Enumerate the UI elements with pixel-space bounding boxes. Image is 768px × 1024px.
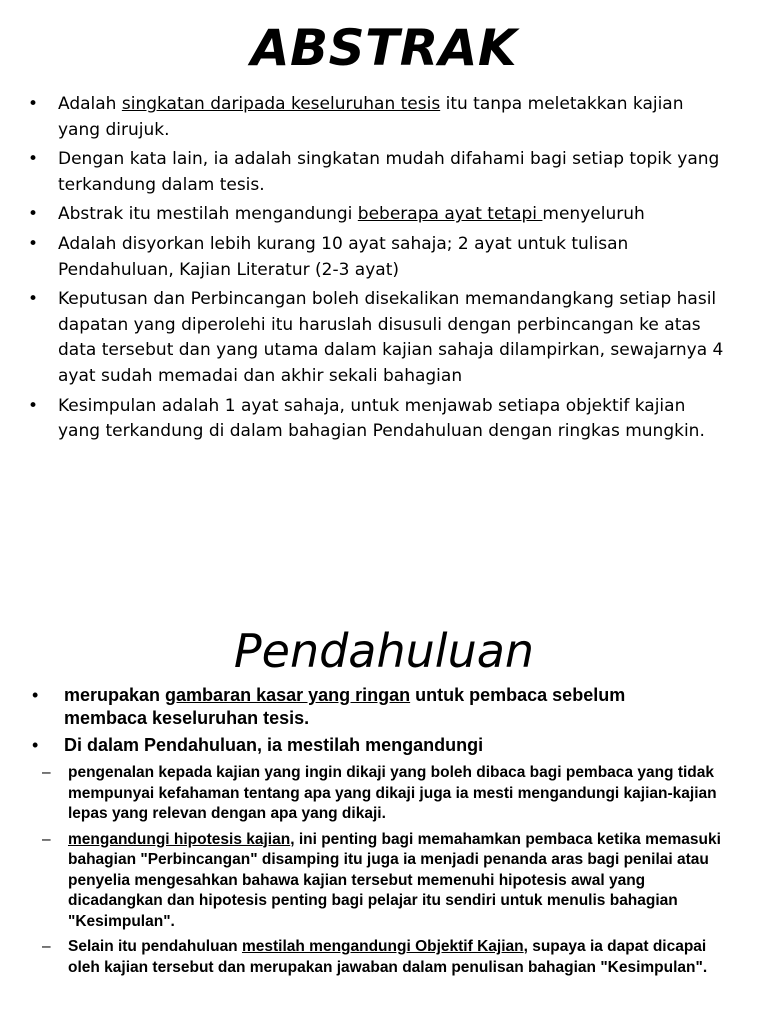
sub-list-item: – Selain itu pendahuluan mestilah mengandungi Objektif Kajian, supaya ia dapat dicapai oleh kajian tersebut dan merupakan jawaban dalam penulisan bahagian "Kesimpulan". xyxy=(34,937,748,978)
list-item: • Abstrak itu mestilah mengandungi beberapa ayat tetapi menyeluruh xyxy=(0,202,768,228)
list-item: • Dengan kata lain, ia adalah singkatan mudah difahami bagi setiap topik yang terkandung dalam tesis. xyxy=(0,147,768,198)
list-item: • Di dalam Pendahuluan, ia mestilah mengandungi – pengenalan kepada kajian yang ingin dikaji yang boleh dibaca bagi pembaca yang tidak mempunyai kefahaman tentang apa yang dikaji juga ia mesti mengandungi kajian-kajian lepas yang relevan dengan apa yang dikaji. – mengandungi hipotesis kajian, ini penting bagi memahamkan pembaca ketika memasuki bahagian "Perbincangan" disamping itu juga ia menjadi penanda aras bagi penilai atau penyelia mengesahkan bahawa kajian tersebut memenuhi hipotesis awal yang dicadangkan dan hipotesis penting bagi pelajar itu sendiri untuk menulis bahagian "Kesimpulan". – Selain itu pendahuluan mestilah mengandungi Objektif Kajian, supaya ia dapat dicapai oleh kajian tersebut dan merupakan jawaban dalam penulisan bahagian "Kesimpulan". xyxy=(0,734,768,978)
bullet-list xyxy=(0,92,768,445)
sub-list-item: – pengenalan kepada kajian yang ingin dikaji yang boleh dibaca bagi pembaca yang tidak mempunyai kefahaman tentang apa yang dikaji juga ia mesti mengandungi kajian-kajian lepas yang relevan dengan apa yang dikaji. xyxy=(34,763,748,825)
bullet-list xyxy=(0,684,768,978)
sub-bullet-list xyxy=(64,763,721,978)
list-item: • Keputusan dan Perbincangan boleh disekalikan memandangkang setiap hasil dapatan yang diperolehi itu haruslah disusuli dengan perbincangan ke atas data tersebut dan yang utama dalam kajian sahaja dilampirkan, sewajarnya 4 ayat sudah memadai dan akhir sekali bahagian xyxy=(0,287,768,389)
slide-title: ABSTRAK xyxy=(250,19,518,77)
list-item: • merupakan gambaran kasar yang ringan untuk pembaca sebelum membaca keseluruhan tesis. xyxy=(0,684,768,730)
slide-title: Pendahuluan xyxy=(233,624,535,678)
sub-list-item: – mengandungi hipotesis kajian, ini penting bagi memahamkan pembaca ketika memasuki bahagian "Perbincangan" disamping itu juga ia menjadi penanda aras bagi penilai atau penyelia mengesahkan bahawa kajian tersebut memenuhi hipotesis awal yang dicadangkan dan hipotesis penting bagi pelajar itu sendiri untuk menulis bahagian "Kesimpulan". xyxy=(34,830,748,933)
list-item: • Adalah disyorkan lebih kurang 10 ayat sahaja; 2 ayat untuk tulisan Pendahuluan, Kajian Literatur (2-3 ayat) xyxy=(0,232,768,283)
list-item: • Kesimpulan adalah 1 ayat sahaja, untuk menjawab setiapa objektif kajian yang terkandung di dalam bahagian Pendahuluan dengan ringkas mungkin. xyxy=(0,394,768,445)
list-item: • Adalah singkatan daripada keseluruhan tesis itu tanpa meletakkan kajian yang dirujuk. xyxy=(0,92,768,143)
slide-pendahuluan xyxy=(0,610,768,1024)
